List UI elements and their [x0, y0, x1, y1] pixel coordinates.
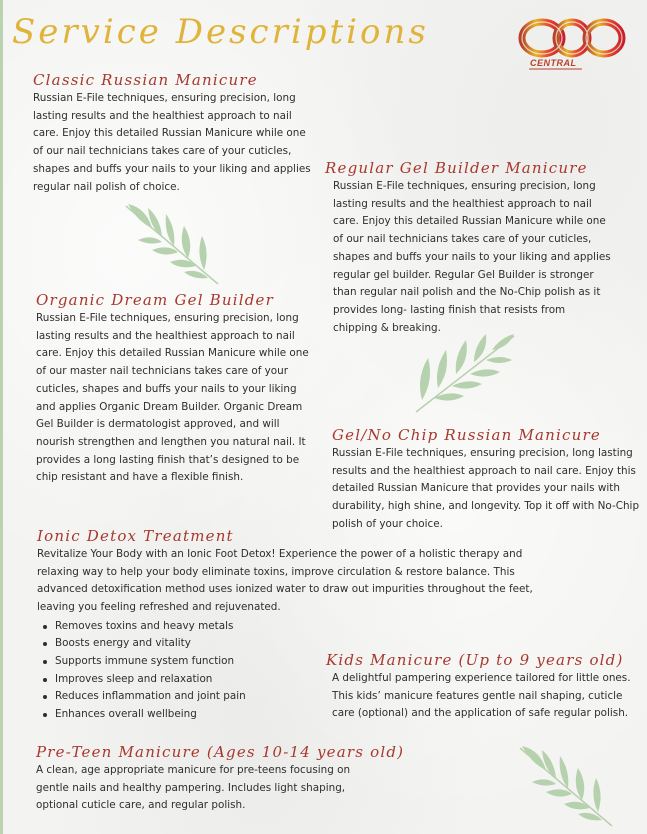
- description-line: provides a long lasting finish that’s designed to be: [36, 453, 300, 466]
- description-line: than regular nail polish and the No-Chip polish as it: [333, 286, 601, 299]
- service-heading: Ionic Detox Treatment: [37, 527, 234, 545]
- description-line: nourish strengthen and lengthen you natural nail. It: [36, 435, 306, 448]
- description-line: shapes and buffs your nails to your liking and applies: [333, 250, 611, 263]
- service-description: [37, 546, 547, 617]
- leaf-branch-icon: [512, 742, 616, 830]
- description-line: regular nail polish of choice.: [33, 180, 180, 193]
- list-item: Supports immune system function: [37, 653, 547, 671]
- description-line: optional cuticle care, and regular polish.: [36, 799, 246, 812]
- description-line: Revitalize Your Body with an Ionic Foot Detox! Experience the power of a holistic therapy and: [37, 548, 523, 560]
- description-line: A clean, age appropriate manicure for pre-teens focusing on: [36, 764, 351, 776]
- list-item: Enhances overall wellbeing: [37, 706, 547, 724]
- description-line: care (optional) and the application of safe regular polish.: [332, 707, 629, 720]
- service-heading: Kids Manicure (Up to 9 years old): [326, 651, 624, 669]
- description-line: provides long- lasting finish that resists from: [333, 303, 566, 316]
- service-heading: Organic Dream Gel Builder: [36, 291, 275, 309]
- service-pre-teen-manicure: [36, 742, 416, 815]
- service-description: [36, 310, 321, 487]
- description-line: advanced detoxification method uses ionized water to draw out impurities throughout the feet,: [37, 583, 533, 596]
- description-line: Russian E-File techniques, ensuring precision, long lasting: [332, 447, 633, 459]
- description-line: Russian E-File techniques, ensuring precision, long: [36, 312, 299, 324]
- description-line: detailed Russian Manicure that provides your nails with: [332, 482, 620, 495]
- service-description: [326, 670, 641, 723]
- service-heading: Regular Gel Builder Manicure: [325, 159, 588, 177]
- description-line: shapes and buffs your nails to your liking and applies: [33, 162, 311, 175]
- description-line: of our nail technicians takes care of your cuticles,: [33, 145, 292, 158]
- description-line: Russian E-File techniques, ensuring precision, long: [33, 92, 296, 104]
- service-description: [325, 178, 635, 337]
- description-line: Gel Builder is dermatologist approved, and will: [36, 418, 280, 431]
- description-line: lasting results and the healthiest approach to nail: [333, 197, 592, 210]
- leaf-branch-icon: [118, 200, 222, 288]
- service-gel-no-chip-russian-manicure: [332, 425, 644, 534]
- list-item: Reduces inflammation and joint pain: [37, 688, 547, 706]
- logo-subtext: CENTRAL: [530, 58, 577, 68]
- description-line: gentle nails and healthy pampering. Includes light shaping,: [36, 781, 346, 794]
- leaf-branch-icon: [408, 330, 520, 414]
- page-title: Service Descriptions: [12, 12, 429, 52]
- description-line: lasting results and the healthiest approach to nail: [36, 329, 295, 342]
- service-heading: Pre-Teen Manicure (Ages 10-14 years old): [36, 743, 405, 761]
- service-regular-gel-builder-manicure: [325, 158, 635, 337]
- left-border-strip: [0, 0, 3, 834]
- description-line: care. Enjoy this detailed Russian Manicure while one: [33, 127, 306, 140]
- service-description: [332, 445, 644, 534]
- description-line: and applies Organic Dream Builder. Organic Dream: [36, 400, 303, 413]
- description-line: of our master nail technicians takes care of your: [36, 365, 289, 378]
- description-line: relaxing way to help your body eliminate toxins, improve circulation & restore balance. This: [37, 565, 515, 578]
- pop-logo-icon: [508, 14, 632, 76]
- description-line: results and the healthiest approach to nail care. Enjoy this: [332, 464, 636, 477]
- service-description: [36, 762, 416, 815]
- service-organic-dream-gel-builder: [36, 290, 321, 487]
- description-line: of our nail technicians takes care of your cuticles,: [333, 233, 592, 246]
- description-line: A delightful pampering experience tailored for little ones.: [332, 672, 631, 684]
- description-line: polish of your choice.: [332, 517, 443, 530]
- service-description: [33, 90, 318, 196]
- description-line: care. Enjoy this detailed Russian Manicure while one: [333, 215, 606, 228]
- description-line: This kids’ manicure features gentle nail shaping, cuticle: [332, 689, 623, 702]
- service-heading: Gel/No Chip Russian Manicure: [332, 426, 601, 444]
- description-line: Russian E-File techniques, ensuring precision, long: [333, 180, 596, 192]
- list-item: Improves sleep and relaxation: [37, 671, 547, 689]
- description-line: lasting results and the healthiest approach to nail: [33, 109, 292, 122]
- description-line: cuticles, shapes and buffs your nails to your liking: [36, 382, 297, 395]
- description-line: chip resistant and have a flexible finish.: [36, 471, 244, 484]
- description-line: care. Enjoy this detailed Russian Manicure while one: [36, 347, 309, 360]
- description-line: chipping & breaking.: [333, 321, 441, 334]
- list-item: Removes toxins and heavy metals: [37, 618, 547, 636]
- list-item: Boosts energy and vitality: [37, 635, 547, 653]
- description-line: regular gel builder. Regular Gel Builder is stronger: [333, 268, 594, 281]
- service-classic-russian-manicure: [33, 70, 318, 196]
- service-heading: Classic Russian Manicure: [33, 71, 258, 89]
- description-line: durability, high shine, and longevity. Top it off with No-Chip: [332, 500, 640, 513]
- service-kids-manicure: [326, 650, 641, 723]
- pop-central-logo: [508, 14, 632, 76]
- description-line: leaving you feeling refreshed and rejuvenated.: [37, 601, 281, 614]
